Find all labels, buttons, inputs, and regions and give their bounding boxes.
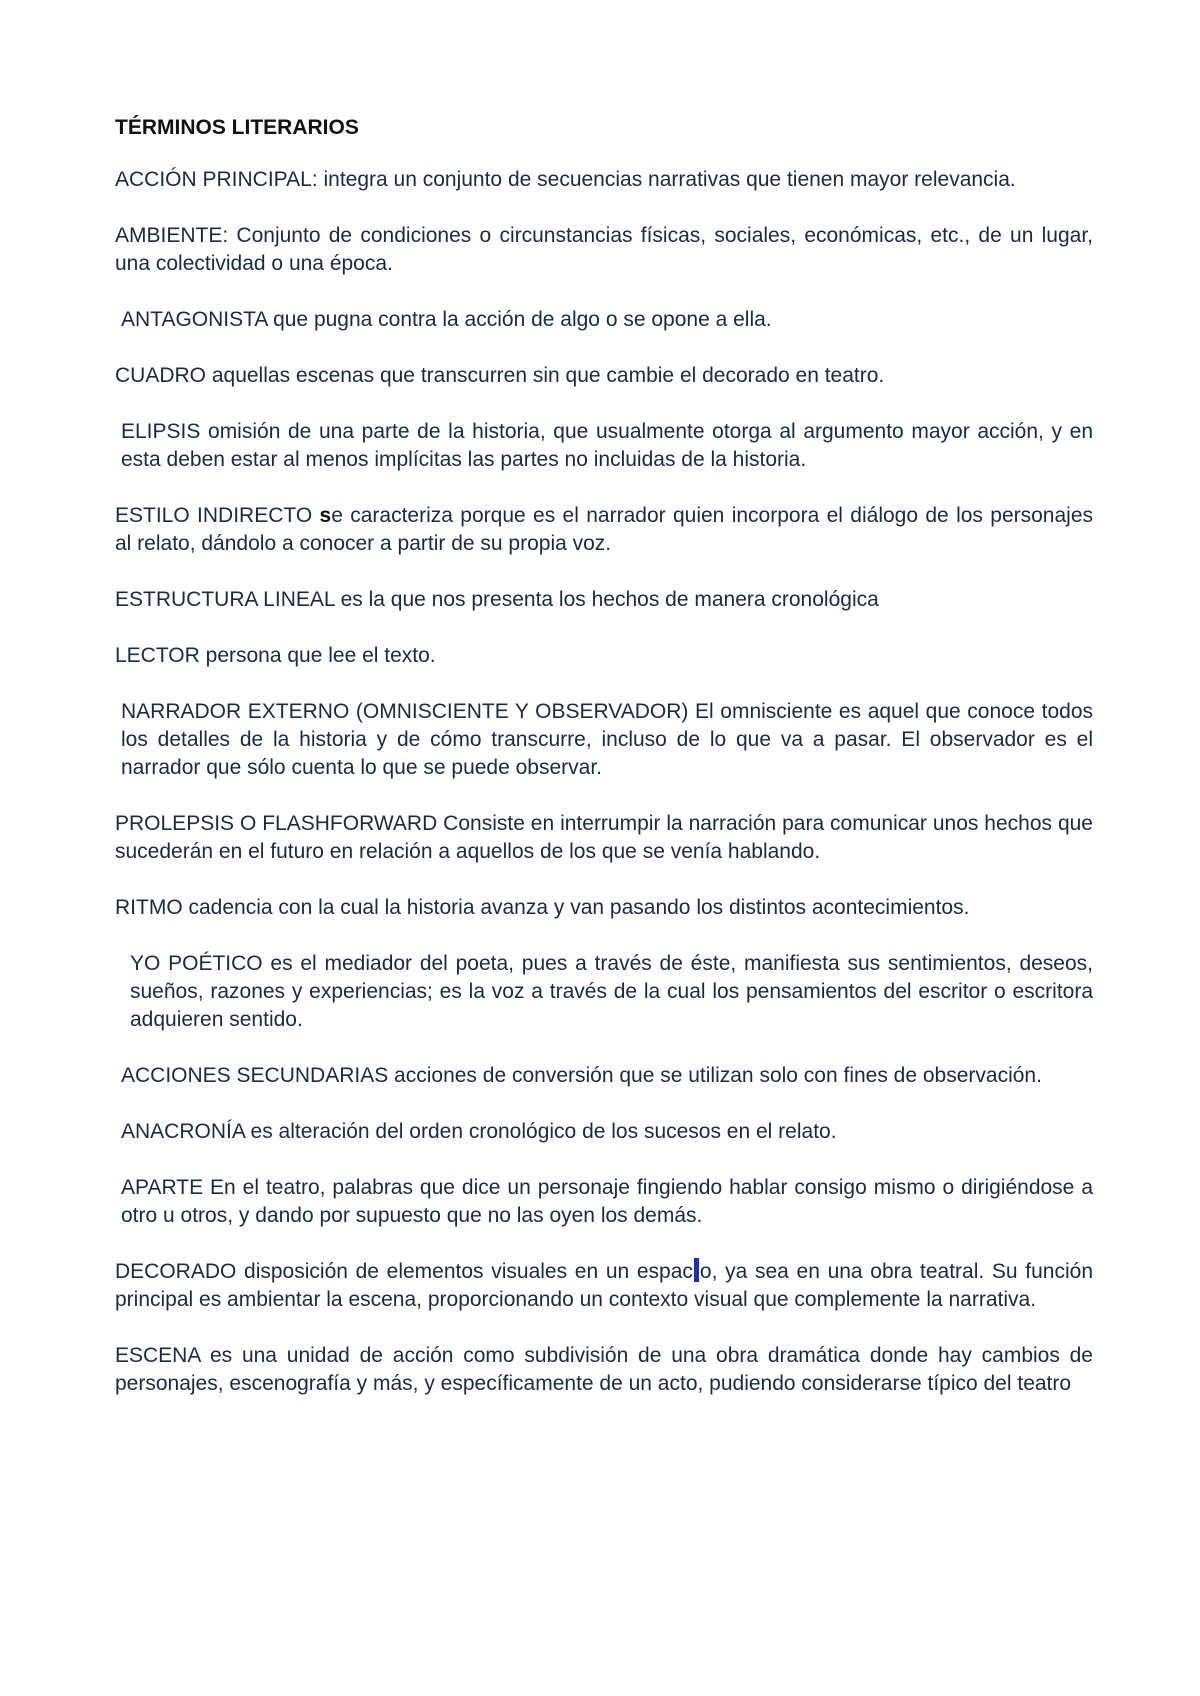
entry-ambiente: AMBIENTE: Conjunto de condiciones o circunstancias físicas, sociales, económicas, etc., de un lugar, una colectividad o una época. (115, 224, 1093, 275)
entry-acciones-secundarias: ACCIONES SECUNDARIAS acciones de conversión que se utilizan solo con fines de observación. (121, 1064, 1042, 1087)
entry-yo-poetico: YO POÉTICO es el mediador del poeta, pues a través de éste, manifiesta sus sentimientos, deseos, sueños, razones y experiencias; es la voz a través de la cual los pensamientos del escritor o escritora adquieren sentido. (130, 952, 1093, 1031)
entry-decorado-part-a: DECORADO disposición de elementos visuales en un espac (115, 1260, 693, 1283)
bold-letter: s (319, 504, 332, 527)
entry-ritmo: RITMO cadencia con la cual la historia avanza y van pasando los distintos acontecimientos. (115, 896, 970, 919)
entry-lector: LECTOR persona que lee el texto. (115, 644, 436, 667)
entry-accion-principal: ACCIÓN PRINCIPAL: integra un conjunto de secuencias narrativas que tienen mayor relevancia. (115, 168, 1016, 191)
entry-estilo-indirecto-definition: e caracteriza porque es el narrador quien incorpora el diálogo de los personajes al relato, dándolo a conocer a partir de su propia voz. (115, 504, 1094, 555)
entry-antagonista: ANTAGONISTA que pugna contra la acción de algo o se opone a ella. (121, 308, 772, 331)
entry-estilo-indirecto-term: ESTILO INDIRECTO (115, 504, 320, 527)
document-page (115, 112, 1093, 1426)
entry-estilo-indirecto (115, 502, 1093, 558)
entry-decorado-part-c: o, ya sea en una obra teatral. Su función principal es ambientar la escena, proporcionando un contexto visual que complemente la narrativa. (115, 1260, 1093, 1311)
entry-cuadro: CUADRO aquellas escenas que transcurren sin que cambie el decorado en teatro. (115, 364, 885, 387)
entry-anacronia: ANACRONÍA es alteración del orden cronológico de los sucesos en el relato. (121, 1120, 837, 1143)
document-title: TÉRMINOS LITERARIOS (115, 116, 359, 139)
entry-elipsis: ELIPSIS omisión de una parte de la historia, que usualmente otorga al argumento mayor acción, y en esta deben estar al menos implícitas las partes no incluidas de la historia. (121, 420, 1093, 471)
entry-narrador-externo: NARRADOR EXTERNO (OMNISCIENTE Y OBSERVADOR) El omnisciente es aquel que conoce todos los detalles de la historia y de cómo transcurre, incluso de lo que va a pasar. El observador es el narrador que sólo cuenta lo que se puede observar. (121, 700, 1093, 779)
entry-aparte: APARTE En el teatro, palabras que dice un personaje fingiendo hablar consigo mismo o dirigiéndose a otro u otros, y dando por supuesto que no las oyen los demás. (121, 1176, 1093, 1227)
entry-estructura-lineal: ESTRUCTURA LINEAL es la que nos presenta los hechos de manera cronológica (115, 588, 879, 611)
text-cursor-selection[interactable] (694, 1258, 699, 1282)
entry-escena: ESCENA es una unidad de acción como subdivisión de una obra dramática donde hay cambios de personajes, escenografía y más, y específicamente de un acto, pudiendo considerarse típico del teatro (115, 1344, 1093, 1395)
entry-prolepsis: PROLEPSIS O FLASHFORWARD Consiste en interrumpir la narración para comunicar unos hechos que sucederán en el futuro en relación a aquellos de los que se venía hablando. (115, 812, 1093, 863)
entry-decorado (115, 1258, 1093, 1314)
